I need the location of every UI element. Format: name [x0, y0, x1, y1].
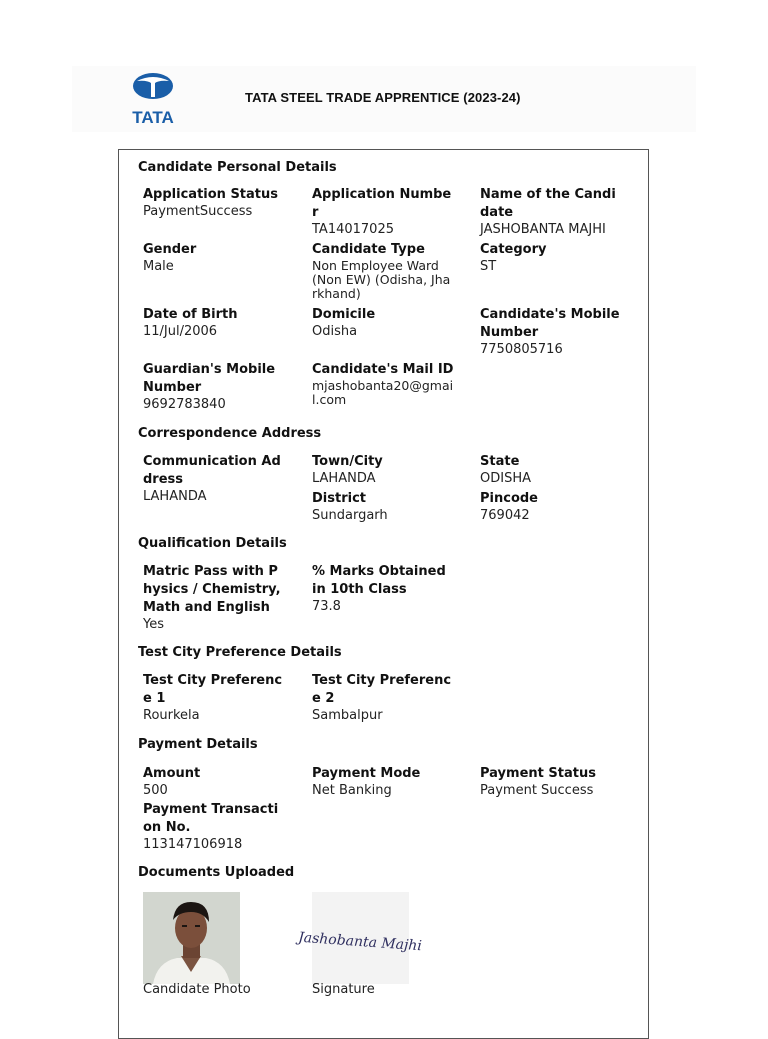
- field-guardian-mobile: [143, 361, 285, 413]
- field-value: Sambalpur: [312, 708, 383, 723]
- field-label: % Marks Obtained in 10th Class: [312, 564, 446, 597]
- field-label: Gender: [143, 242, 197, 257]
- svg-text:Jashobanta Majhi: Jashobanta Majhi: [297, 929, 423, 955]
- field-marks-obtained: [312, 563, 454, 615]
- field-payment-status: [480, 765, 622, 799]
- field-candidate-name: [480, 186, 622, 238]
- field-value: PaymentSuccess: [143, 204, 253, 219]
- field-gender: [143, 241, 285, 275]
- section-title-personal: Candidate Personal Details: [138, 160, 337, 175]
- tata-logo: [125, 71, 181, 127]
- field-label: Name of the Candidate: [480, 187, 616, 220]
- field-label: Payment Mode: [312, 766, 421, 781]
- application-card: [118, 149, 649, 1039]
- field-label: District: [312, 491, 366, 506]
- field-value: mjashobanta20@gmail.com: [312, 378, 454, 407]
- field-category: [480, 241, 622, 275]
- field-date-of-birth: [143, 306, 285, 340]
- candidate-photo: [143, 892, 240, 984]
- field-value: Male: [143, 259, 174, 274]
- field-value: 11/Jul/2006: [143, 324, 218, 339]
- field-matric-pass: [143, 563, 285, 633]
- field-label: Pincode: [480, 491, 538, 506]
- field-label: Domicile: [312, 307, 376, 322]
- section-title-address: Correspondence Address: [138, 426, 322, 441]
- field-application-status: [143, 186, 285, 220]
- field-value: 113147106918: [143, 837, 243, 852]
- field-label: Payment Transaction No.: [143, 802, 279, 835]
- field-amount: [143, 765, 285, 799]
- field-district: [312, 490, 454, 524]
- field-label: Candidate's Mail ID: [312, 362, 454, 377]
- field-value: LAHANDA: [143, 489, 207, 504]
- field-label: Matric Pass with Physics / Chemistry, Math and English: [143, 564, 281, 615]
- signature-caption: Signature: [312, 982, 375, 997]
- field-label: Category: [480, 242, 547, 257]
- field-value: LAHANDA: [312, 471, 376, 486]
- field-value: 9692783840: [143, 397, 226, 412]
- signature-image: [297, 892, 423, 984]
- field-payment-mode: [312, 765, 454, 799]
- field-communication-address: [143, 453, 285, 505]
- field-candidate-type: [312, 241, 454, 301]
- field-label: Application Number: [312, 187, 452, 220]
- field-test-city-pref-2: [312, 672, 454, 724]
- field-value: 73.8: [312, 599, 341, 614]
- field-label: State: [480, 454, 520, 469]
- section-title-documents: Documents Uploaded: [138, 865, 295, 880]
- field-value: Payment Success: [480, 783, 594, 798]
- field-application-number: [312, 186, 454, 238]
- section-title-qualification: Qualification Details: [138, 536, 287, 551]
- field-label: Guardian's Mobile Number: [143, 362, 276, 395]
- field-value: Sundargarh: [312, 508, 388, 523]
- field-value: ST: [480, 259, 497, 274]
- field-value: Non Employee Ward (Non EW) (Odisha, Jharkhand): [312, 258, 451, 301]
- field-value: TA14017025: [312, 222, 394, 237]
- field-label: Application Status: [143, 187, 279, 202]
- field-value: Odisha: [312, 324, 358, 339]
- field-label: Test City Preference 1: [143, 673, 283, 706]
- field-label: Test City Preference 2: [312, 673, 452, 706]
- field-domicile: [312, 306, 454, 340]
- svg-text:TATA: TATA: [132, 108, 174, 127]
- field-value: 769042: [480, 508, 530, 523]
- field-test-city-pref-1: [143, 672, 285, 724]
- field-value: Yes: [143, 617, 164, 632]
- field-label: Town/City: [312, 454, 383, 469]
- field-label: Amount: [143, 766, 201, 781]
- field-label: Payment Status: [480, 766, 596, 781]
- field-pincode: [480, 490, 622, 524]
- field-town-city: [312, 453, 454, 487]
- field-value: 7750805716: [480, 342, 563, 357]
- field-label: Candidate's Mobile Number: [480, 307, 620, 340]
- page-title: TATA STEEL TRADE APPRENTICE (2023-24): [245, 90, 521, 105]
- field-value: JASHOBANTA MAJHI: [480, 222, 606, 237]
- field-label: Communication Address: [143, 454, 281, 487]
- field-value: ODISHA: [480, 471, 531, 486]
- field-label: Candidate Type: [312, 242, 425, 257]
- candidate-photo-caption: Candidate Photo: [143, 982, 251, 997]
- field-mail-id: [312, 361, 454, 407]
- field-transaction-number: [143, 801, 285, 853]
- field-value: Net Banking: [312, 783, 392, 798]
- field-value: Rourkela: [143, 708, 200, 723]
- field-label: Date of Birth: [143, 307, 238, 322]
- section-title-test-city: Test City Preference Details: [138, 645, 342, 660]
- field-mobile-number: [480, 306, 622, 358]
- field-state: [480, 453, 622, 487]
- page-header: [72, 66, 696, 132]
- field-value: 500: [143, 783, 168, 798]
- section-title-payment: Payment Details: [138, 737, 258, 752]
